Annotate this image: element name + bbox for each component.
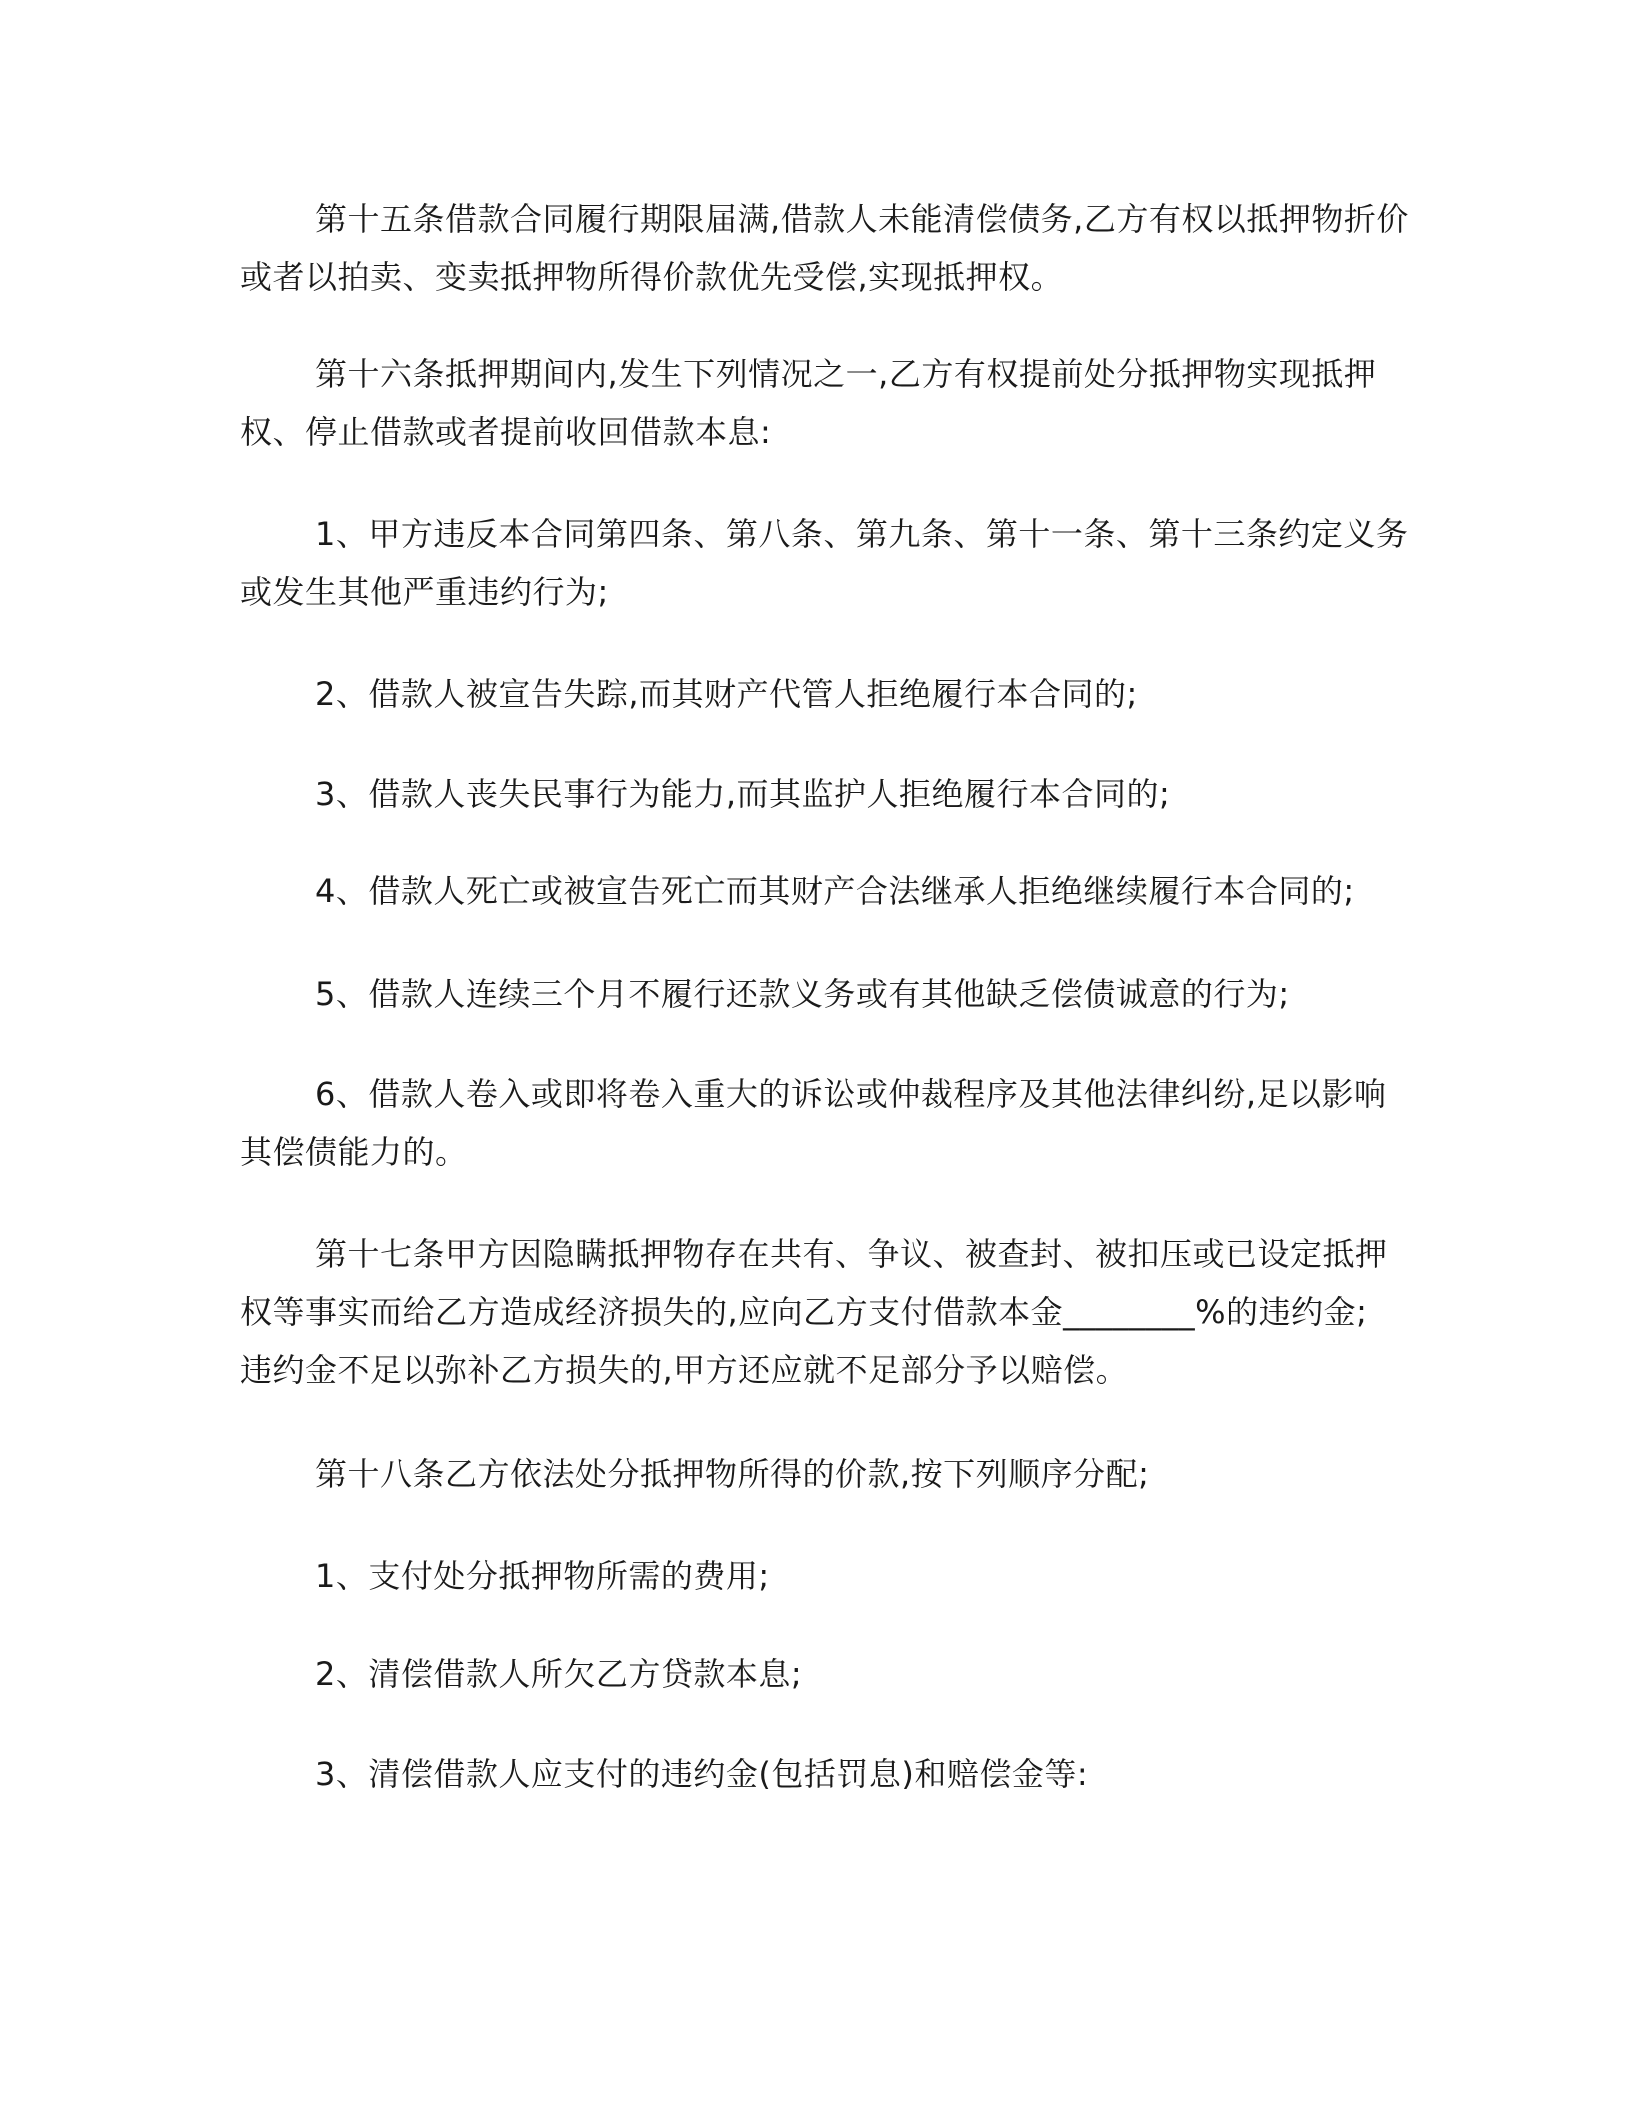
clause-16-item-3 <box>240 765 1390 823</box>
clause-15 <box>240 190 1409 306</box>
clause-15-line-2: 或者以拍卖、变卖抵押物所得价款优先受偿,实现抵押权。 <box>240 258 1064 296</box>
clause-16-line-1: 第十六条抵押期间内,发生下列情况之一,乙方有权提前处分抵押物实现抵押 <box>315 355 1377 393</box>
clause-18-item-2-line-1: 2、清偿借款人所欠乙方贷款本息; <box>315 1655 803 1693</box>
clause-16-item-6-line-1: 6、借款人卷入或即将卷入重大的诉讼或仲裁程序及其他法律纠纷,足以影响 <box>315 1075 1387 1113</box>
clause-16-item-1 <box>240 505 1409 621</box>
clause-17-line-3: 违约金不足以弥补乙方损失的,甲方还应就不足部分予以赔偿。 <box>240 1351 1129 1389</box>
clause-17-line-2: 权等事实而给乙方造成经济损失的,应向乙方支付借款本金________%的违约金; <box>240 1293 1368 1331</box>
clause-16-item-2 <box>240 665 1390 723</box>
clause-16-item-1-line-2: 或发生其他严重违约行为; <box>240 573 609 611</box>
clause-17-line-1: 第十七条甲方因隐瞒抵押物存在共有、争议、被查封、被扣压或已设定抵押 <box>315 1235 1388 1273</box>
clause-16-item-4-line-1: 4、借款人死亡或被宣告死亡而其财产合法继承人拒绝继续履行本合同的; <box>315 872 1355 910</box>
clause-16-item-4 <box>240 862 1390 920</box>
clause-16-item-1-line-1: 1、甲方违反本合同第四条、第八条、第九条、第十一条、第十三条约定义务 <box>315 515 1409 553</box>
clause-16-item-5-line-1: 5、借款人连续三个月不履行还款义务或有其他缺乏偿债诚意的行为; <box>315 975 1290 1013</box>
clause-16-item-2-line-1: 2、借款人被宣告失踪,而其财产代管人拒绝履行本合同的; <box>315 675 1138 713</box>
clause-16-item-6-line-2: 其偿债能力的。 <box>240 1133 468 1171</box>
clause-16-item-3-line-1: 3、借款人丧失民事行为能力,而其监护人拒绝履行本合同的; <box>315 775 1171 813</box>
clause-16-item-6 <box>240 1065 1390 1181</box>
clause-18-item-1-line-1: 1、支付处分抵押物所需的费用; <box>315 1557 770 1595</box>
clause-16-item-5 <box>240 965 1390 1023</box>
clause-17 <box>240 1225 1390 1399</box>
clause-18-line-1: 第十八条乙方依法处分抵押物所得的价款,按下列顺序分配; <box>315 1455 1150 1493</box>
clause-18-item-3-line-1: 3、清偿借款人应支付的违约金(包括罚息)和赔偿金等: <box>315 1755 1089 1793</box>
clause-16-line-2: 权、停止借款或者提前收回借款本息: <box>240 413 772 451</box>
clause-18 <box>240 1445 1390 1503</box>
clause-18-item-2 <box>240 1645 1390 1703</box>
clause-18-item-1 <box>240 1547 1390 1605</box>
clause-16 <box>240 345 1390 461</box>
clause-15-line-1: 第十五条借款合同履行期限届满,借款人未能清偿债务,乙方有权以抵押物折价 <box>315 200 1409 238</box>
clause-18-item-3 <box>240 1745 1390 1803</box>
